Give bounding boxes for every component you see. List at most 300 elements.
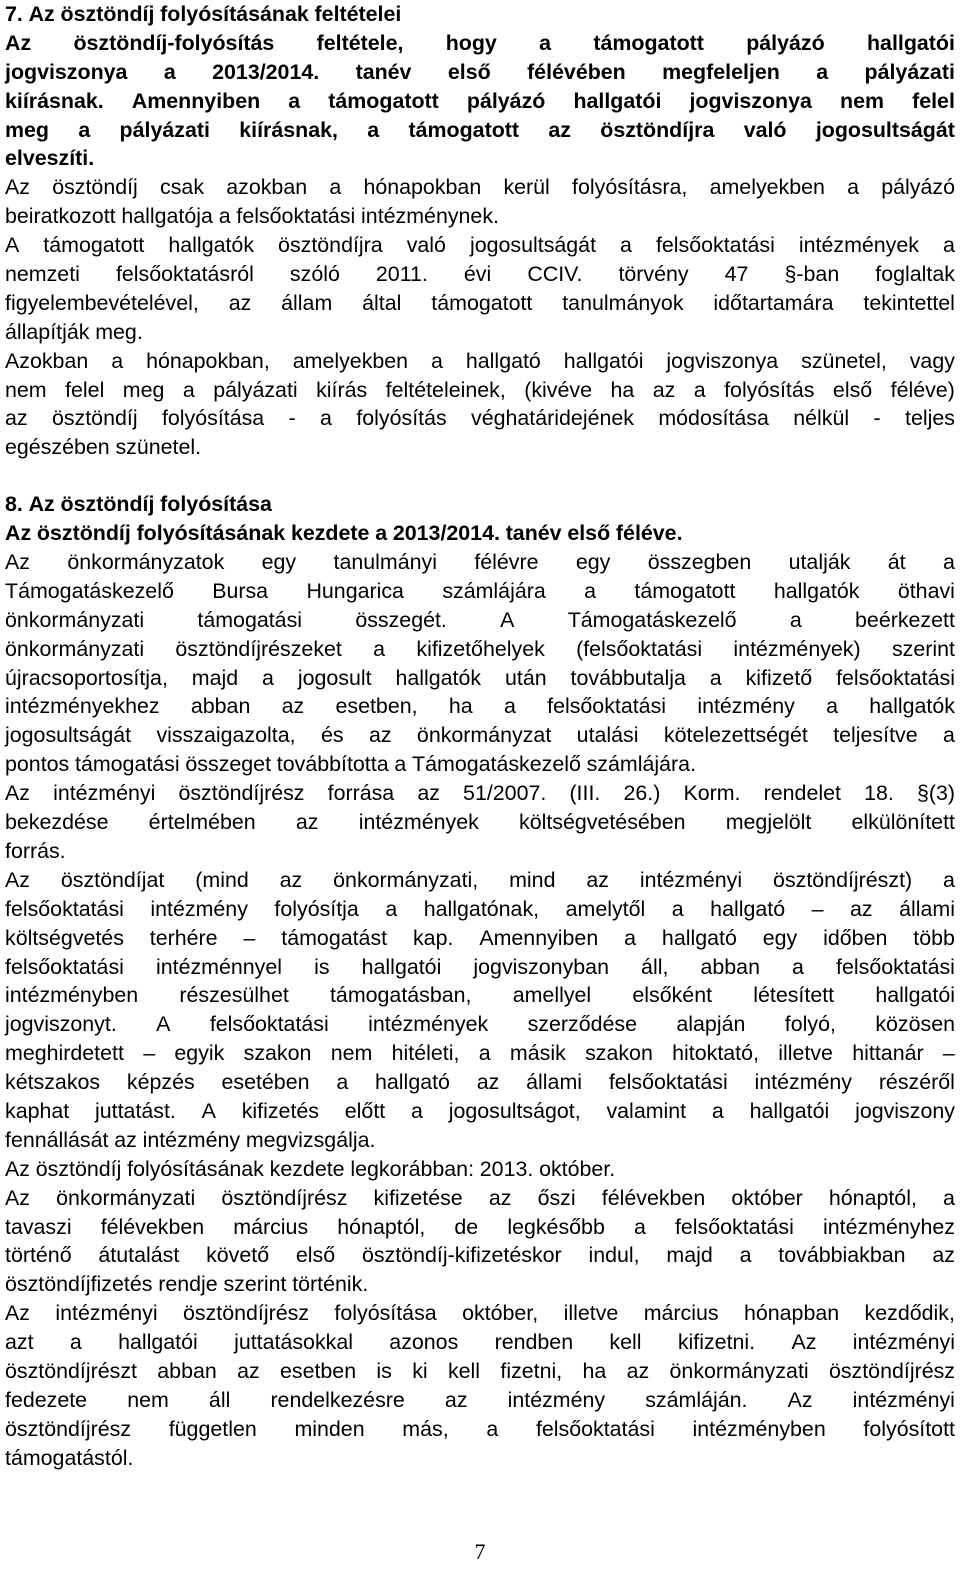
- word: intézménynek.: [361, 204, 499, 229]
- word: 26.): [623, 781, 661, 806]
- word: részesülhet: [179, 983, 289, 1008]
- word: felsőoktatási: [535, 1416, 655, 1441]
- word: összegét.: [355, 607, 447, 632]
- word: tanulmányi: [333, 550, 437, 575]
- word: elsőként: [632, 983, 713, 1008]
- word: őszi: [537, 1185, 576, 1210]
- word: a: [624, 925, 637, 950]
- word: (kivéve: [524, 377, 592, 402]
- word: a: [394, 752, 407, 777]
- word: feltétele,: [316, 30, 404, 55]
- text-line: [5, 779, 955, 808]
- word: kaphat: [5, 1098, 70, 1123]
- word: hallgatója: [121, 204, 213, 229]
- word: kezdődik,: [864, 1301, 955, 1326]
- text-line: [5, 490, 955, 519]
- word: hitoktató,: [672, 1041, 759, 1066]
- word: az: [932, 1243, 955, 1268]
- word: félévében: [527, 59, 626, 84]
- text-line: [5, 1357, 955, 1386]
- word: a: [262, 665, 274, 690]
- word: támogatásban,: [329, 983, 472, 1008]
- word: hallgató: [710, 896, 786, 921]
- word: szakon: [243, 1041, 312, 1066]
- word: ösztöndíj-kifizetéskor: [361, 1243, 562, 1268]
- paragraph: [5, 1155, 955, 1184]
- word: a: [816, 59, 829, 84]
- word: -: [873, 406, 881, 431]
- word: továbbiakban: [778, 1243, 906, 1268]
- word: abban: [190, 694, 251, 719]
- word: ösztöndíj: [51, 406, 138, 431]
- word: rendben: [494, 1330, 574, 1355]
- text-line: [5, 1328, 955, 1357]
- word: Az: [5, 867, 30, 892]
- word: támogatástól.: [5, 1445, 134, 1470]
- word: Támogatáskezelő: [567, 607, 737, 632]
- word: legkorábban:: [350, 1156, 475, 1181]
- section-gap: [5, 462, 955, 490]
- text-line: [5, 1213, 955, 1242]
- word: pályázati: [213, 377, 298, 402]
- word: tanulmányok: [562, 290, 684, 315]
- word: tekintettel: [863, 290, 955, 315]
- word: fedezete: [5, 1387, 88, 1412]
- word: jogosultságát: [5, 723, 132, 748]
- word: intézményekhez: [5, 694, 160, 719]
- text-line: [5, 87, 955, 116]
- word: az: [548, 117, 571, 142]
- word: rendelkezésre: [270, 1387, 405, 1412]
- word: önkormányzatok: [67, 550, 225, 575]
- word: Korm.: [683, 781, 741, 806]
- word: az: [850, 896, 873, 921]
- word: valamint: [606, 1098, 687, 1123]
- word: kifizető: [745, 665, 813, 690]
- word: Az: [5, 1156, 30, 1181]
- word: amelyekben: [292, 348, 409, 373]
- word: pályázati: [864, 59, 955, 84]
- word: folyósítása: [160, 492, 272, 517]
- text-line: [5, 1386, 955, 1415]
- word: folyósítás: [356, 406, 447, 431]
- word: Az: [787, 1387, 813, 1412]
- text-line: [5, 808, 955, 837]
- word: -: [288, 406, 296, 431]
- word: önkormányzati: [56, 1185, 196, 1210]
- word: a: [943, 233, 955, 258]
- word: a: [789, 607, 802, 632]
- word: szóló: [289, 262, 340, 287]
- word: a: [69, 1330, 82, 1355]
- word: illetve: [778, 1041, 833, 1066]
- word: felsőoktatási: [608, 1070, 728, 1095]
- word: Az: [28, 492, 55, 517]
- word: 18.: [864, 781, 894, 806]
- word: a: [336, 1070, 349, 1095]
- word: felel: [65, 377, 105, 402]
- word: önkormányzat: [416, 723, 552, 748]
- word: amelytől: [565, 896, 646, 921]
- word: 2013/2014.: [392, 521, 500, 546]
- word: is: [376, 1358, 392, 1383]
- word: a: [826, 694, 838, 719]
- paragraph: [5, 173, 955, 231]
- word: felsőoktatási: [209, 1012, 329, 1037]
- word: támogatott: [593, 30, 704, 55]
- word: az: [279, 867, 303, 892]
- word: első: [447, 59, 491, 84]
- word: egy: [575, 550, 611, 575]
- word: támogatást: [281, 925, 388, 950]
- word: állami: [899, 896, 955, 921]
- word: mind: [509, 867, 556, 892]
- word: nemzeti: [5, 262, 80, 287]
- word: összegben: [647, 550, 752, 575]
- word: jogosult: [297, 665, 372, 690]
- word: támogatott: [328, 88, 439, 113]
- word: rendje: [158, 1272, 218, 1297]
- text-line: [5, 29, 955, 58]
- word: ki: [412, 1358, 428, 1383]
- word: a: [633, 1214, 646, 1239]
- word: egészében: [5, 435, 110, 460]
- word: ösztöndíjra: [278, 233, 383, 258]
- word: a: [486, 1416, 499, 1441]
- word: tavaszi: [5, 1214, 72, 1239]
- word: jogviszonyt.: [5, 1012, 117, 1037]
- word: intézmény: [150, 896, 248, 921]
- word: jogosultságot,: [448, 1098, 581, 1123]
- word: ösztöndíjrész: [828, 1358, 955, 1383]
- word: az: [281, 694, 305, 719]
- word: felsőoktatási: [836, 665, 955, 690]
- word: költségvetésében: [519, 810, 686, 835]
- word: ösztöndíjrész: [183, 1301, 310, 1326]
- word: ösztöndíj: [35, 1156, 122, 1181]
- word: intézményben: [5, 983, 139, 1008]
- word: hónapban: [743, 1301, 840, 1326]
- word: jogviszonya: [666, 348, 779, 373]
- word: való: [406, 233, 446, 258]
- word: ha: [582, 1358, 607, 1383]
- word: amellyel: [512, 983, 592, 1008]
- word: továbbította: [276, 752, 389, 777]
- word: meg: [122, 377, 165, 402]
- word: időben: [823, 925, 888, 950]
- word: azonos: [389, 1330, 459, 1355]
- word: alapján: [676, 1012, 746, 1037]
- text-line: [5, 347, 955, 376]
- paragraph: [5, 1299, 955, 1472]
- word: önkormányzati,: [333, 867, 479, 892]
- word: hallgatók: [168, 233, 255, 258]
- word: támogatási: [75, 752, 180, 777]
- word: meghirdetett: [5, 1041, 124, 1066]
- word: az: [417, 781, 440, 806]
- word: 47: [724, 262, 749, 287]
- word: intézmény: [142, 1127, 241, 1152]
- word: kiírás: [316, 377, 368, 402]
- word: a: [709, 665, 722, 690]
- word: az: [237, 1358, 260, 1383]
- word: rendelet: [763, 781, 841, 806]
- word: esetben,: [335, 694, 418, 719]
- text-line: [5, 1299, 955, 1328]
- word: folyósítása: [161, 406, 265, 431]
- word: ha: [448, 694, 473, 719]
- word: amelyekben: [709, 175, 825, 200]
- word: az: [5, 406, 28, 431]
- word: kifizetés: [241, 1098, 319, 1123]
- word: kétszakos: [5, 1070, 101, 1095]
- word: nélkül: [793, 406, 850, 431]
- word: hallgatók: [773, 578, 860, 603]
- word: folyósítja: [274, 896, 359, 921]
- word: ösztöndíjrészt: [5, 1358, 137, 1383]
- word: kezdete: [269, 1156, 345, 1181]
- word: előtt: [344, 1098, 386, 1123]
- text-line: [5, 433, 955, 462]
- paragraph: [5, 1184, 955, 1300]
- word: ösztöndíjrészt): [773, 867, 913, 892]
- word: hitéleti,: [391, 1041, 460, 1066]
- word: első: [832, 377, 873, 402]
- word: önkormányzati: [5, 636, 145, 661]
- word: feltételei: [314, 2, 402, 26]
- word: törvény: [618, 262, 689, 287]
- word: Amennyiben: [479, 925, 599, 950]
- text-line: [5, 866, 955, 895]
- word: a: [584, 578, 597, 603]
- word: utalják: [788, 550, 851, 575]
- word: a: [182, 377, 195, 402]
- word: március: [643, 1301, 719, 1326]
- text-line: [5, 1241, 955, 1270]
- word: Az: [791, 1330, 817, 1355]
- word: Amennyiben: [131, 88, 261, 113]
- word: a: [943, 1185, 955, 1210]
- word: folyósítása: [334, 1301, 437, 1326]
- word: intézményhez: [822, 1214, 955, 1239]
- word: a: [373, 636, 386, 661]
- word: március: [233, 1214, 309, 1239]
- word: Az: [5, 521, 32, 546]
- text-line: [5, 260, 955, 289]
- word: való: [743, 117, 787, 142]
- word: a: [943, 867, 955, 892]
- word: visszaigazolta,: [156, 723, 296, 748]
- word: a: [847, 175, 860, 200]
- word: §-ban: [784, 262, 840, 287]
- word: is: [314, 954, 330, 979]
- word: képzés: [126, 1070, 195, 1095]
- word: ösztöndíj: [52, 175, 138, 200]
- word: a: [503, 694, 516, 719]
- text-line: [5, 1097, 955, 1126]
- word: Az: [5, 30, 32, 55]
- word: értelmében: [148, 810, 256, 835]
- word: az: [488, 1185, 512, 1210]
- bold-paragraph: [5, 0, 955, 29]
- word: a: [431, 348, 443, 373]
- word: megvizsgálja.: [245, 1127, 376, 1152]
- word: részéről: [878, 1070, 955, 1095]
- text-line: [5, 1126, 955, 1155]
- word: azokban: [226, 175, 308, 200]
- paragraph: [5, 231, 955, 347]
- word: közösen: [875, 1012, 955, 1037]
- word: át: [887, 550, 906, 575]
- word: figyelembevételével,: [5, 290, 199, 315]
- word: a: [671, 896, 684, 921]
- text-line: [5, 1184, 955, 1213]
- word: intézményi: [53, 781, 156, 806]
- word: után: [505, 665, 547, 690]
- word: követő: [206, 1243, 270, 1268]
- word: vagy: [909, 348, 955, 373]
- word: első: [295, 1243, 336, 1268]
- word: hónapokban: [363, 175, 482, 200]
- word: felsőoktatási: [836, 954, 955, 979]
- word: fizetni,: [500, 1358, 563, 1383]
- word: az: [368, 723, 392, 748]
- word: által: [362, 290, 402, 315]
- word: megfeleljen: [662, 59, 780, 84]
- word: Azokban: [5, 348, 89, 373]
- text-line: [5, 635, 955, 664]
- word: kell: [609, 1330, 642, 1355]
- word: majd: [666, 1243, 713, 1268]
- word: Bursa: [212, 578, 269, 603]
- word: pontos: [5, 752, 70, 777]
- word: teljes: [905, 406, 955, 431]
- word: –: [942, 1041, 955, 1066]
- word: juttatást.: [95, 1098, 176, 1123]
- word: szerint: [223, 1272, 287, 1297]
- word: hallgatói: [361, 954, 442, 979]
- text-line: [5, 404, 955, 433]
- word: kifizetése: [373, 1185, 463, 1210]
- word: féléve): [890, 377, 955, 402]
- word: támogatott: [634, 578, 736, 603]
- word: –: [243, 925, 256, 950]
- document-body: [5, 0, 955, 1473]
- word: intézményi: [852, 1387, 955, 1412]
- text-line: [5, 606, 955, 635]
- word: beiratkozott: [5, 204, 116, 229]
- word: bekezdése: [5, 810, 109, 835]
- word: a: [385, 896, 398, 921]
- text-line: [5, 1068, 955, 1097]
- word: a: [218, 204, 231, 229]
- word: elveszíti.: [5, 146, 95, 171]
- word: hallgatók: [869, 694, 955, 719]
- word: félévekben: [601, 1185, 706, 1210]
- word: intézmények: [368, 1012, 489, 1037]
- word: másik: [509, 1041, 566, 1066]
- word: kötelezettségét: [663, 723, 808, 748]
- word: október.: [539, 1156, 616, 1181]
- word: átutalást: [98, 1243, 180, 1268]
- word: nem: [330, 1041, 373, 1066]
- text-line: [5, 0, 955, 29]
- word: foglaltak: [875, 262, 955, 287]
- word: a: [375, 521, 388, 546]
- word: a: [367, 117, 380, 142]
- text-line: [5, 577, 955, 606]
- word: hallgatónak,: [423, 896, 540, 921]
- text-line: [5, 981, 955, 1010]
- word: terhére: [149, 925, 218, 950]
- word: a: [288, 88, 301, 113]
- word: intézményben: [692, 1416, 826, 1441]
- word: számlájára: [442, 578, 546, 603]
- word: módosítása: [658, 406, 769, 431]
- word: hallgatói: [749, 1098, 830, 1123]
- word: intézmények: [358, 810, 479, 835]
- word: 2013.: [479, 1156, 534, 1181]
- text-line: [5, 837, 955, 866]
- word: hallgatói: [118, 1330, 198, 1355]
- word: Az: [5, 550, 30, 575]
- word: illetve: [563, 1301, 619, 1326]
- text-line: [5, 1010, 955, 1039]
- word: legkésőbb: [507, 1214, 605, 1239]
- word: jogviszonyban: [473, 954, 609, 979]
- word: kiírásnak,: [239, 117, 338, 142]
- word: Az: [5, 781, 30, 806]
- word: jogviszony: [855, 1098, 955, 1123]
- word: a: [163, 59, 176, 84]
- word: §(3): [916, 781, 955, 806]
- word: az: [652, 377, 676, 402]
- word: véghatáridejének: [471, 406, 634, 431]
- word: (felsőoktatási: [576, 636, 703, 661]
- word: időtartamára: [713, 290, 834, 315]
- bold-paragraph: [5, 490, 955, 519]
- word: Az: [5, 175, 30, 200]
- word: folyósításának: [160, 2, 309, 26]
- text-line: [5, 750, 955, 779]
- text-line: [5, 231, 955, 260]
- word: felsőoktatási: [5, 954, 124, 979]
- word: folyósításának: [127, 1156, 264, 1181]
- paragraph: [5, 779, 955, 866]
- word: október: [731, 1185, 803, 1210]
- word: egyik: [174, 1041, 225, 1066]
- word: és: [320, 723, 344, 748]
- word: esetében: [221, 1070, 310, 1095]
- text-line: [5, 144, 955, 173]
- word: számláján.: [645, 1387, 748, 1412]
- word: kifizetni.: [677, 1330, 756, 1355]
- word: esetben: [279, 1358, 357, 1383]
- word: a: [320, 406, 332, 431]
- word: intézmény: [697, 694, 795, 719]
- word: szünetel.: [115, 435, 202, 460]
- word: pályázó: [466, 88, 546, 113]
- paragraph: [5, 347, 955, 463]
- word: felel: [912, 88, 955, 113]
- word: ösztöndíjrész: [221, 1185, 348, 1210]
- word: abban: [700, 954, 760, 979]
- word: Az: [5, 1185, 30, 1210]
- word: a: [943, 723, 955, 748]
- word: folyó,: [784, 1012, 836, 1037]
- word: A: [5, 233, 20, 258]
- word: a: [329, 175, 342, 200]
